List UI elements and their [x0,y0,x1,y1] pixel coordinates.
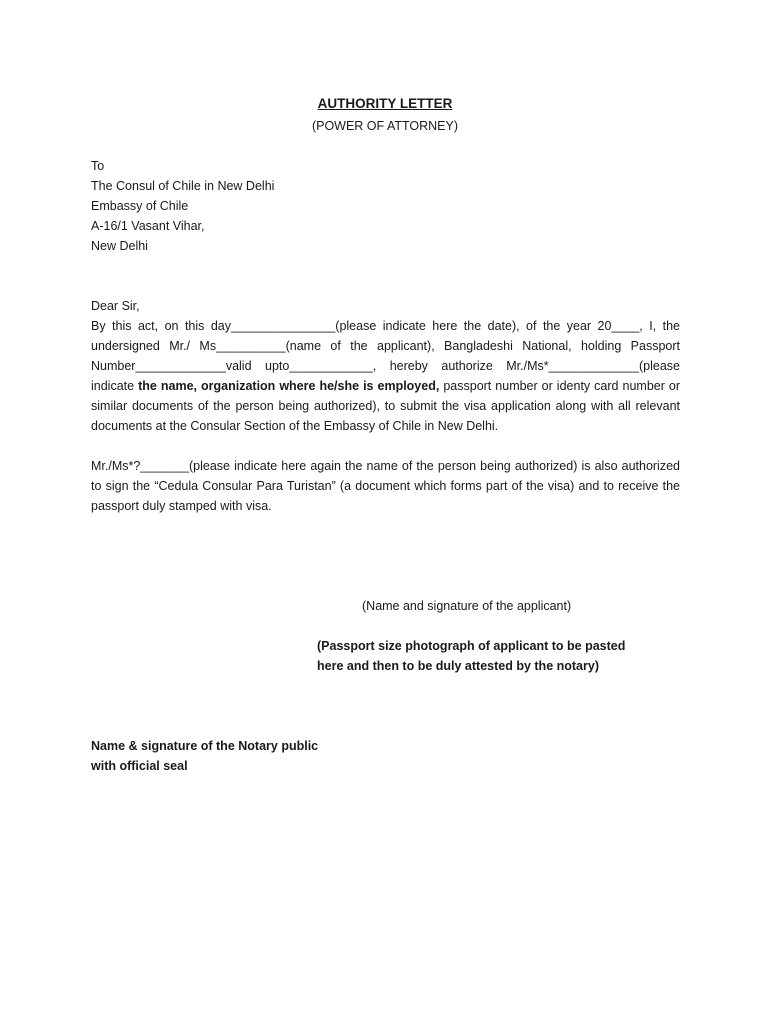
address-line: A-16/1 Vasant Vihar, [91,219,205,233]
notary-line: with official seal [91,759,188,773]
photograph-note [317,636,627,676]
document-title: AUTHORITY LETTER [317,96,453,111]
authorization-text-part1: By this act, on this day_______________(please indicate here the date), of the year 20____, I, the undersigned Mr./ Ms__________(name of the applicant), Bangladeshi National, holding Passport Number_____________valid upto____________, hereby authorize Mr./Ms*_____________(please indicate [91,319,680,393]
photograph-note-line: (Passport size photograph of applicant to be pasted [317,639,626,653]
authorization-paragraph [91,316,680,436]
salutation: Dear Sir, [91,299,140,313]
recipient-address [91,156,274,256]
address-line: New Delhi [91,239,148,253]
notary-signature-label [91,736,318,776]
additional-authorization-paragraph: Mr./Ms*?_______(please indicate here again the name of the person being authorized) is also authorized to sign the “Cedula Consular Para Turistan” (a document which forms part of the visa) and to receive the passport duly stamped with visa. [91,459,680,513]
notary-line: Name & signature of the Notary public [91,739,319,753]
authorization-text-part2: passport number or identy card number or similar documents of the person being authorized), to submit the visa application along with all relevant documents at the Consular Section of the Embassy of Chile in New Delhi. [91,379,681,433]
applicant-signature-label: (Name and signature of the applicant) [362,599,572,613]
authorization-text-bold: the name, organization where he/she is employed, [138,379,440,393]
photograph-note-line: here and then to be duly attested by the notary) [317,659,599,673]
address-line: To [91,159,105,173]
address-line: The Consul of Chile in New Delhi [91,179,275,193]
document-subtitle: (POWER OF ATTORNEY) [311,119,459,133]
address-line: Embassy of Chile [91,199,189,213]
